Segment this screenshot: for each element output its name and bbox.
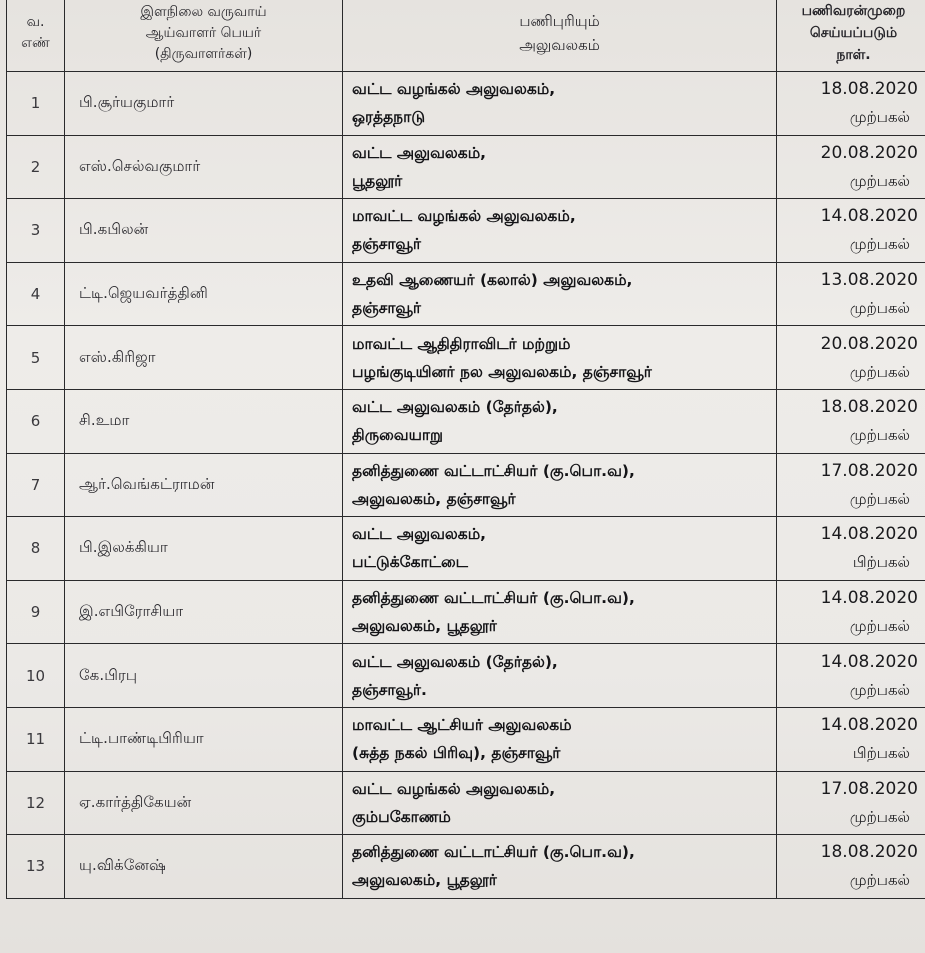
- office-line2: கும்பகோணம்: [352, 807, 451, 826]
- date-value: 18.08.2020: [820, 397, 918, 418]
- header-serial-line2: எண்: [21, 35, 50, 51]
- date-value: 14.08.2020: [820, 588, 918, 609]
- office-line2: பழங்குடியினர் நல அலுவலகம், தஞ்சாவூர்: [352, 362, 652, 381]
- header-name-line3: (திருவாளர்கள்): [154, 45, 253, 62]
- inspector-name-cell: எஸ்.கிரிஜா: [65, 326, 343, 390]
- inspector-name-cell: பி.கபிலன்: [65, 199, 343, 263]
- office-line1: தனித்துணை வட்டாட்சியர் (கு.பொ.வ),: [352, 461, 635, 480]
- inspector-name-cell: ஏ.கார்த்திகேயன்: [65, 771, 343, 835]
- header-date: [777, 0, 925, 72]
- regularisation-date-cell: [777, 453, 925, 517]
- table-row: [7, 389, 925, 453]
- office-line1: மாவட்ட ஆதிதிராவிடர் மற்றும்: [352, 334, 571, 353]
- inspector-name-cell: ஆர்.வெங்கட்ராமன்: [65, 453, 343, 517]
- office-cell: [343, 707, 777, 771]
- table-row: [7, 262, 925, 326]
- date-value: 20.08.2020: [820, 333, 918, 354]
- session-value: முற்பகல்: [849, 617, 910, 636]
- date-value: 14.08.2020: [820, 524, 918, 545]
- date-value: 14.08.2020: [820, 206, 918, 227]
- serial-number-cell: 4: [7, 262, 65, 326]
- office-line1: தனித்துணை வட்டாட்சியர் (கு.பொ.வ),: [352, 589, 635, 608]
- office-line1: வட்ட அலுவலகம்,: [352, 143, 487, 162]
- header-office-line2: அலுவலகம்: [519, 36, 600, 54]
- header-row: [7, 0, 925, 72]
- header-name-line2: ஆய்வாளர் பெயர்: [145, 24, 262, 41]
- table-row: [7, 135, 925, 199]
- inspector-name-cell: சி.உமா: [65, 389, 343, 453]
- office-line2: பட்டுக்கோட்டை: [352, 553, 468, 572]
- date-value: 14.08.2020: [820, 651, 918, 672]
- office-line1: வட்ட வழங்கல் அலுவலகம்,: [352, 779, 556, 798]
- regularisation-date-cell: [777, 517, 925, 581]
- date-value: 18.08.2020: [820, 79, 918, 100]
- serial-number-cell: 7: [7, 453, 65, 517]
- table-header: [7, 0, 925, 72]
- serial-number-cell: 9: [7, 580, 65, 644]
- date-value: 17.08.2020: [820, 778, 918, 799]
- table-row: [7, 644, 925, 708]
- regularisation-date-cell: [777, 262, 925, 326]
- office-cell: [343, 199, 777, 263]
- session-value: முற்பகல்: [849, 680, 910, 699]
- serial-number-cell: 8: [7, 517, 65, 581]
- regularisation-date-cell: [777, 72, 925, 136]
- regularisation-date-cell: [777, 771, 925, 835]
- session-value: முற்பகல்: [849, 871, 910, 890]
- header-date-line3: நாள்.: [836, 47, 871, 63]
- header-office: [343, 0, 777, 72]
- office-line2: (சுத்த நகல் பிரிவு), தஞ்சாவூர்: [352, 744, 561, 763]
- regularisation-date-cell: [777, 835, 925, 899]
- header-serial-line1: வ.: [26, 14, 45, 30]
- office-cell: [343, 580, 777, 644]
- table-body: [7, 72, 925, 899]
- table-row: [7, 517, 925, 581]
- serial-number-cell: 3: [7, 199, 65, 263]
- office-cell: [343, 771, 777, 835]
- office-cell: [343, 517, 777, 581]
- table-row: [7, 771, 925, 835]
- office-line2: தஞ்சாவூர்: [352, 235, 422, 254]
- serial-number-cell: 10: [7, 644, 65, 708]
- serial-number-cell: 5: [7, 326, 65, 390]
- office-cell: [343, 326, 777, 390]
- table-row: [7, 453, 925, 517]
- session-value: முற்பகல்: [849, 489, 910, 508]
- inspector-name-cell: பி.இலக்கியா: [65, 517, 343, 581]
- date-value: 20.08.2020: [820, 142, 918, 163]
- header-date-line2: செய்யப்படும்: [809, 25, 898, 41]
- table-row: [7, 835, 925, 899]
- session-value: முற்பகல்: [849, 362, 910, 381]
- session-value: பிற்பகல்: [852, 744, 910, 763]
- table-row: [7, 707, 925, 771]
- session-value: பிற்பகல்: [852, 553, 910, 572]
- date-value: 14.08.2020: [820, 715, 918, 736]
- table-row: [7, 199, 925, 263]
- office-line2: திருவையாறு: [352, 426, 443, 445]
- inspector-name-cell: பி.சூர்யகுமார்: [65, 72, 343, 136]
- office-cell: [343, 453, 777, 517]
- office-cell: [343, 835, 777, 899]
- regularisation-date-cell: [777, 644, 925, 708]
- regularisation-date-cell: [777, 135, 925, 199]
- office-line1: உதவி ஆணையர் (கலால்) அலுவலகம்,: [352, 271, 633, 290]
- header-date-line1: பணிவரன்முறை: [801, 3, 906, 19]
- inspector-name-cell: எஸ்.செல்வகுமார்: [65, 135, 343, 199]
- date-value: 17.08.2020: [820, 460, 918, 481]
- office-cell: [343, 135, 777, 199]
- office-line2: அலுவலகம், தஞ்சாவூர்: [352, 489, 516, 508]
- inspector-name-cell: யு.விக்னேஷ்: [65, 835, 343, 899]
- serial-number-cell: 1: [7, 72, 65, 136]
- regularisation-date-cell: [777, 326, 925, 390]
- office-line2: தஞ்சாவூர்: [352, 299, 422, 318]
- office-line2: ஒரத்தநாடு: [352, 108, 426, 127]
- date-value: 13.08.2020: [820, 270, 918, 291]
- office-line2: அலுவலகம், பூதலூர்: [352, 617, 497, 636]
- office-line1: வட்ட வழங்கல் அலுவலகம்,: [352, 80, 556, 99]
- serial-number-cell: 12: [7, 771, 65, 835]
- office-line1: மாவட்ட வழங்கல் அலுவலகம்,: [352, 207, 576, 226]
- inspector-name-cell: கே.பிரபு: [65, 644, 343, 708]
- office-cell: [343, 644, 777, 708]
- session-value: முற்பகல்: [849, 807, 910, 826]
- serial-number-cell: 2: [7, 135, 65, 199]
- inspector-name-cell: ட்டி.ஜெயவர்த்தினி: [65, 262, 343, 326]
- session-value: முற்பகல்: [849, 235, 910, 254]
- inspector-name-cell: ட்டி.பாண்டிபிரியா: [65, 707, 343, 771]
- office-line1: வட்ட அலுவலகம் (தேர்தல்),: [352, 652, 558, 671]
- regularisation-date-cell: [777, 389, 925, 453]
- office-cell: [343, 72, 777, 136]
- office-line1: வட்ட அலுவலகம் (தேர்தல்),: [352, 398, 558, 417]
- regularisation-date-cell: [777, 707, 925, 771]
- table-row: [7, 580, 925, 644]
- header-name: [65, 0, 343, 72]
- serial-number-cell: 11: [7, 707, 65, 771]
- header-serial: [7, 0, 65, 72]
- header-office-line1: பணிபுரியும்: [519, 12, 600, 30]
- inspector-name-cell: இ.எபிரோசியா: [65, 580, 343, 644]
- table-row: [7, 326, 925, 390]
- regularisation-date-cell: [777, 580, 925, 644]
- session-value: முற்பகல்: [849, 426, 910, 445]
- junior-revenue-inspector-table: [6, 0, 925, 899]
- office-cell: [343, 389, 777, 453]
- regularisation-date-cell: [777, 199, 925, 263]
- date-value: 18.08.2020: [820, 842, 918, 863]
- session-value: முற்பகல்: [849, 171, 910, 190]
- office-line2: தஞ்சாவூர்.: [352, 680, 427, 699]
- office-cell: [343, 262, 777, 326]
- table-row: [7, 72, 925, 136]
- serial-number-cell: 6: [7, 389, 65, 453]
- office-line2: பூதலூர்: [352, 171, 403, 190]
- session-value: முற்பகல்: [849, 299, 910, 318]
- serial-number-cell: 13: [7, 835, 65, 899]
- header-name-line1: இளநிலை வருவாய்: [140, 3, 267, 20]
- office-line2: அலுவலகம், பூதலூர்: [352, 871, 497, 890]
- office-line1: தனித்துணை வட்டாட்சியர் (கு.பொ.வ),: [352, 843, 635, 862]
- office-line1: வட்ட அலுவலகம்,: [352, 525, 487, 544]
- session-value: முற்பகல்: [849, 108, 910, 127]
- office-line1: மாவட்ட ஆட்சியர் அலுவலகம்: [352, 716, 572, 735]
